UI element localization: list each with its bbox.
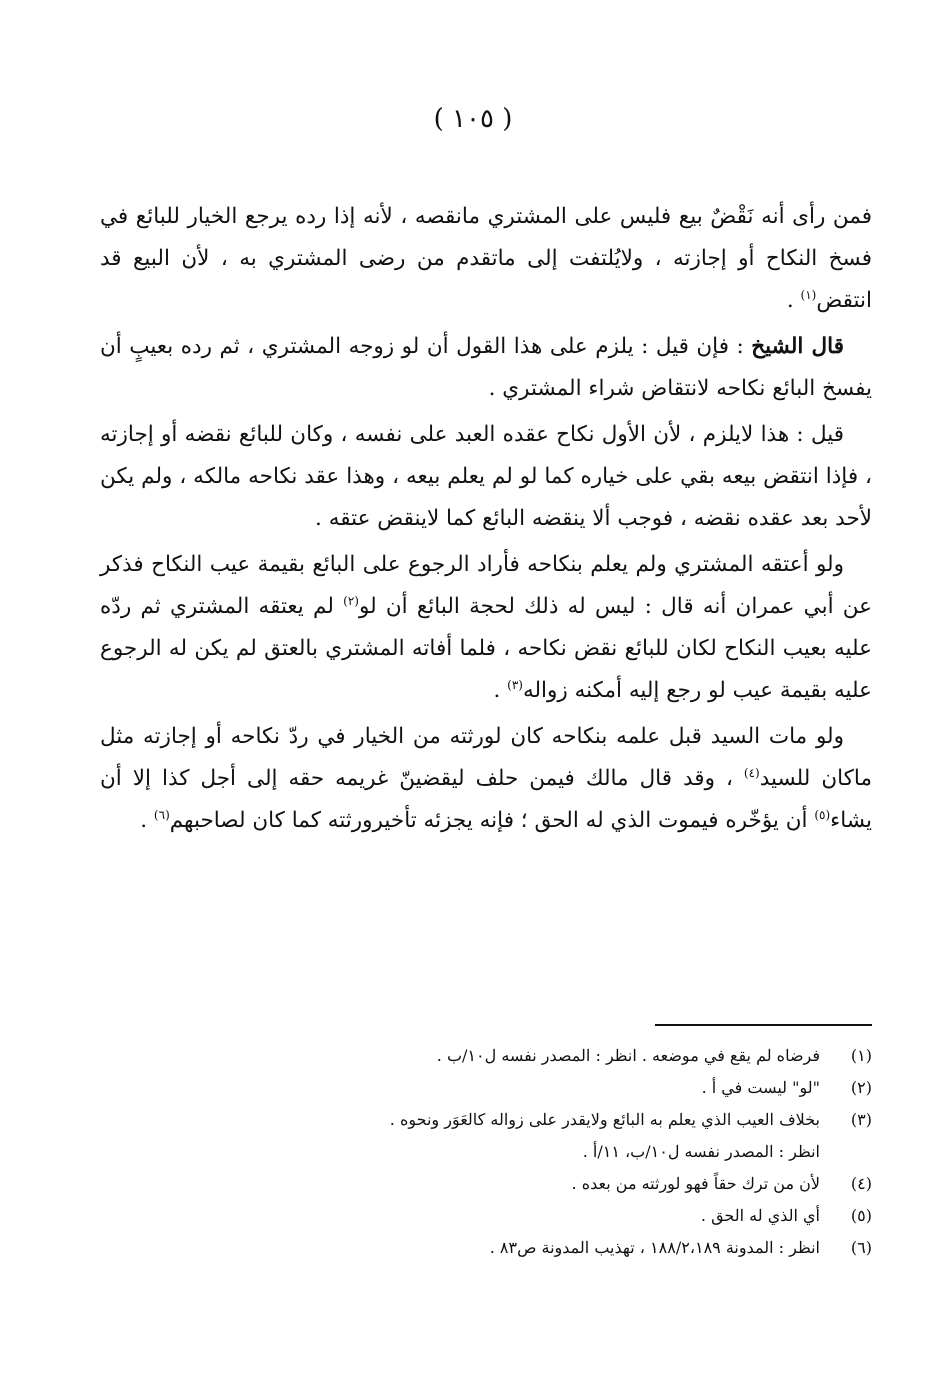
main-text [100, 196, 872, 846]
paragraph-text: . [140, 808, 154, 833]
footnote-item [250, 1200, 872, 1232]
footnote-line: بخلاف العيب الذي يعلم به البائع ولايقدر على زواله كالعَوَر ونحوه . [389, 1110, 820, 1129]
footnote-number: (٢) [850, 1078, 872, 1097]
paragraph-2 [100, 326, 872, 410]
footnote-text [250, 1232, 820, 1264]
footnote-text [250, 1040, 820, 1072]
footnote-item [250, 1072, 872, 1104]
paragraph-text: . [493, 678, 508, 703]
paragraph-lead: قال الشيخ [751, 334, 844, 359]
paragraph-text: ، وقد قال مالك فيمن حلف ليقضينّ غريمه حقه إلى أجل كذا إلا أن يشاء [100, 766, 872, 833]
paragraph-4 [100, 544, 872, 712]
footnote-item [250, 1104, 872, 1168]
paragraph-text: : فإن قيل : يلزم على هذا القول أن لو زوجه المشتري ، ثم رده بعيبٍ أن يفسخ البائع نكاحه لانتقاض شراء المشتري . [100, 334, 872, 401]
footnote-text [250, 1168, 820, 1200]
footnote-ref: (٢) [343, 593, 359, 608]
footnote-number: (٣) [850, 1110, 872, 1129]
footnote-text [250, 1072, 820, 1104]
footnote-ref: (٦) [153, 807, 170, 822]
footnote-line: انظر : المصدر نفسه ل١٠/ب، ١١/أ . [582, 1142, 820, 1161]
paragraph-text: قيل : هذا لايلزم ، لأن الأول نكاح عقده العبد على نفسه ، وكان للبائع نقضه أو إجازته ، فإذا انتقض بيعه بقي على خياره كما لو لم يعلم بيعه ، وهذا عقد نكاحه مالكه ، ولم يكن لأحد بعد عقده نقضه ، فوجب ألا ينقضه البائع كما لاينقض عتقه . [100, 422, 872, 531]
paragraph-text: ولو أعتقه المشتري ولم يعلم بنكاحه فأراد الرجوع على البائع بقيمة عيب النكاح فذكر عن أبي عمران أنه قال : ليس له ذلك لحجة البائع أن لو [100, 552, 872, 619]
paragraph-text: لم يعتقه المشتري ثم ردّه عليه بعيب النكاح لكان للبائع نقض نكاحه ، فلما أفاته المشتري بالعتق لم يكن له الرجوع عليه بقيمة عيب لو رجع إليه أمكنه زواله [100, 594, 872, 703]
footnote-separator [655, 1024, 872, 1026]
footnote-line: "لو" ليست في أ . [701, 1078, 820, 1097]
footnote-number: (٦) [850, 1238, 872, 1257]
footnote-ref: (٤) [743, 765, 760, 780]
paragraph-5 [100, 716, 872, 842]
paragraph-text: ولو مات السيد قبل علمه بنكاحه كان لورثته من الخيار في ردّ نكاحه أو إجازته مثل ماكان للسيد [100, 724, 872, 791]
footnote-number: (١) [850, 1046, 872, 1065]
footnote-ref: (١) [800, 287, 817, 302]
footnote-number: (٥) [850, 1206, 872, 1225]
paragraph-3 [100, 414, 872, 540]
footnote-text [250, 1200, 820, 1232]
footnote-line: انظر : المدونة ١٨٨/٢،١٨٩ ، تهذيب المدونة ص٨٣ . [489, 1238, 820, 1257]
paragraph-1 [100, 196, 872, 322]
paragraph-text: فمن رأى أنه نَقْضٌ بيع فليس على المشتري مانقصه ، لأنه إذا رده يرجع الخيار للبائع في فسخ النكاح أو إجازته ، ولايُلتفت إلى ماتقدم من رضى المشتري به ، لأن البيع قد انتقض [100, 204, 872, 313]
paragraph-text: أن يؤخّره فيموت الذي له الحق ؛ فإنه يجزئه تأخيرورثته كما كان لصاحبهم [169, 808, 815, 833]
footnote-line: أي الذي له الحق . [700, 1206, 820, 1225]
footnote-ref: (٥) [814, 807, 831, 822]
footnote-item [250, 1168, 872, 1200]
footnote-line: لأن من ترك حقاً فهو لورثته من بعده . [571, 1174, 820, 1193]
page-number: ( ١٠٥ ) [433, 104, 513, 134]
footnote-item [250, 1040, 872, 1072]
footnote-number: (٤) [850, 1174, 872, 1193]
footnotes [250, 1040, 872, 1264]
footnote-text [250, 1104, 820, 1168]
footnote-line: فرضاه لم يقع في موضعه . انظر : المصدر نفسه ل١٠/ب . [436, 1046, 820, 1065]
footnote-item [250, 1232, 872, 1264]
paragraph-text: . [786, 288, 801, 313]
footnote-ref: (٣) [507, 677, 523, 692]
